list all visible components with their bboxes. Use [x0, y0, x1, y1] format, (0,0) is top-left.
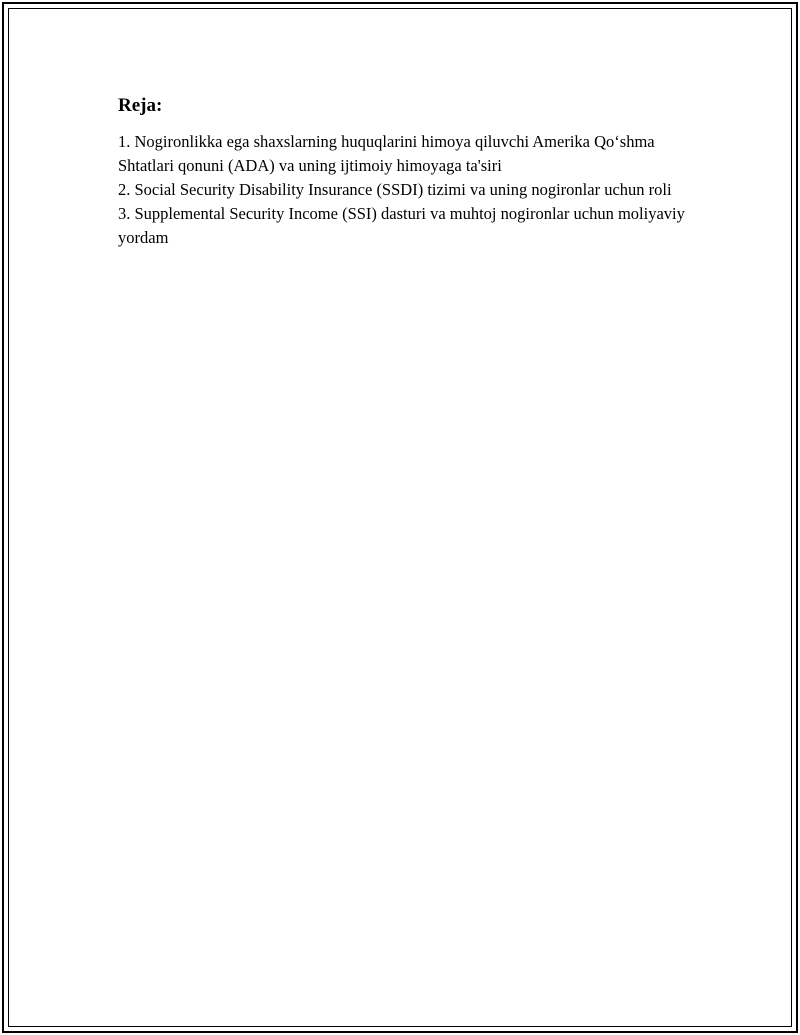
plan-item-3: 3. Supplemental Security Income (SSI) dasturi va muhtoj nogironlar uchun moliyaviy yordam — [118, 204, 685, 247]
plan-heading: Reja: — [118, 95, 163, 116]
plan-item-2: 2. Social Security Disability Insurance (SSDI) tizimi va uning nogironlar uchun roli — [118, 180, 672, 199]
plan-list — [118, 130, 688, 250]
document-content — [118, 94, 688, 250]
plan-item-1: 1. Nogironlikka ega shaxslarning huquqlarini himoya qiluvchi Amerika Qo‘shma Shtatlari qonuni (ADA) va uning ijtimoiy himoyaga ta'siri — [118, 132, 655, 175]
